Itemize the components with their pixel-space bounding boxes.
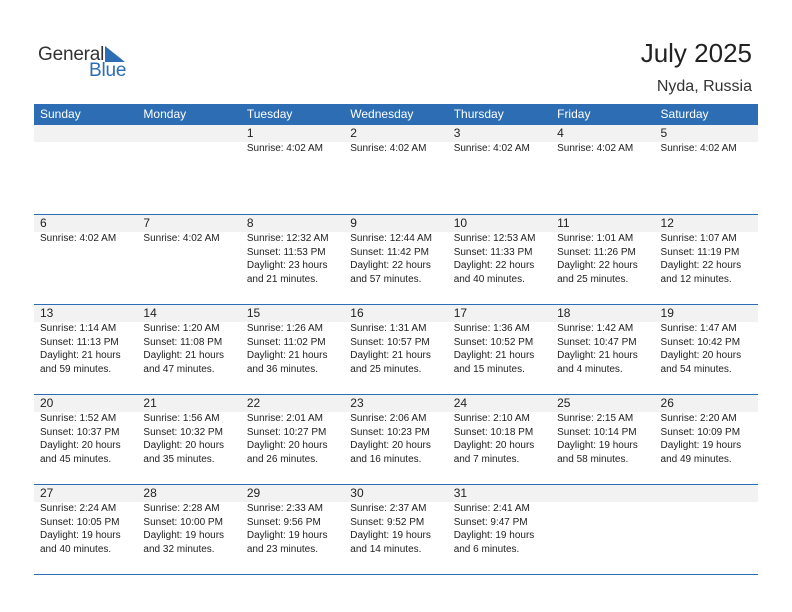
day-cell: [137, 485, 240, 573]
day-cell: [655, 485, 758, 573]
day-number: 7: [143, 216, 151, 230]
day-info-line: Daylight: 19 hours: [350, 530, 431, 541]
day-info-line: Sunrise: 2:24 AM: [40, 503, 117, 514]
day-info-line: Sunrise: 1:52 AM: [40, 413, 117, 424]
day-cell: [344, 305, 447, 393]
day-info-line: Sunrise: 12:53 AM: [453, 233, 536, 244]
day-info-line: Sunrise: 4:02 AM: [453, 143, 530, 154]
week-row: [34, 395, 758, 485]
day-info-line: Sunrise: 2:15 AM: [557, 413, 634, 424]
day-cell: [34, 215, 137, 303]
day-number: 24: [453, 396, 468, 410]
day-number: 19: [660, 306, 674, 320]
day-number: 28: [143, 486, 157, 500]
day-info-line: Sunrise: 4:02 AM: [246, 143, 323, 154]
day-cell: [34, 125, 137, 213]
day-info-line: and 25 minutes.: [350, 363, 422, 375]
day-cell: [448, 395, 551, 483]
day-info-line: Sunset: 11:19 PM: [660, 246, 740, 258]
day-cell: [551, 215, 654, 303]
day-number: 26: [660, 396, 674, 410]
day-cell: [655, 215, 758, 303]
day-number: 25: [557, 396, 571, 410]
day-cell: [34, 305, 137, 393]
day-info-line: Sunset: 10:18 PM: [453, 426, 534, 438]
day-number: 1: [246, 126, 254, 140]
day-cell: [551, 305, 654, 393]
day-cell: [137, 215, 240, 303]
day-info-line: Sunset: 10:32 PM: [143, 426, 223, 438]
day-cell: [551, 485, 654, 573]
day-cell: [241, 215, 344, 303]
day-info-line: and 47 minutes.: [143, 363, 215, 375]
day-number: 9: [350, 216, 357, 230]
day-info-line: and 40 minutes.: [453, 273, 525, 285]
day-info-line: Daylight: 22 hours: [350, 260, 431, 271]
day-info-line: Sunrise: 2:10 AM: [453, 413, 530, 424]
day-number: 17: [453, 306, 468, 320]
day-info-line: Sunrise: 1:20 AM: [143, 323, 220, 334]
day-info-line: Daylight: 19 hours: [246, 530, 328, 541]
day-info-line: Sunrise: 2:28 AM: [143, 503, 220, 514]
day-info-line: Daylight: 19 hours: [40, 530, 121, 541]
day-cell: [655, 305, 758, 393]
day-info-line: and 36 minutes.: [246, 363, 319, 375]
day-info-line: Sunset: 10:23 PM: [350, 426, 430, 438]
day-number: [40, 125, 137, 142]
weekday-header: [34, 104, 758, 125]
day-info-line: Daylight: 20 hours: [246, 440, 328, 451]
day-number: 15: [246, 306, 261, 320]
day-info-line: and 35 minutes.: [143, 453, 215, 465]
day-info-line: and 12 minutes.: [660, 273, 732, 285]
day-info-line: and 16 minutes.: [350, 453, 422, 465]
week-cells: [34, 485, 758, 573]
day-cell: [137, 305, 240, 393]
day-info-line: Sunrise: 1:42 AM: [557, 323, 634, 334]
day-info-line: Sunrise: 1:07 AM: [660, 233, 737, 244]
day-cell: [241, 125, 344, 213]
weekday-thursday: Thursday: [453, 107, 504, 121]
day-info-line: Sunrise: 2:33 AM: [246, 503, 323, 514]
day-number: 4: [557, 126, 564, 140]
day-info-line: Sunset: 11:53 PM: [246, 246, 326, 258]
week-cells: [34, 215, 758, 303]
day-number: 23: [350, 396, 364, 410]
logo-general-text: General: [38, 44, 105, 65]
weekday-wednesday: Wednesday: [350, 107, 414, 121]
day-info-line: Sunset: 11:33 PM: [453, 246, 533, 258]
day-info-line: and 58 minutes.: [557, 453, 629, 465]
day-cell: [655, 125, 758, 213]
day-info-line: Daylight: 20 hours: [350, 440, 431, 451]
day-info-line: Sunset: 11:26 PM: [557, 246, 636, 258]
day-number: 22: [246, 396, 261, 410]
day-cell: [448, 215, 551, 303]
day-number: 10: [453, 216, 468, 230]
day-info-line: Daylight: 21 hours: [557, 350, 638, 361]
day-info-line: Sunrise: 1:01 AM: [557, 233, 634, 244]
day-info-line: Sunset: 10:57 PM: [350, 336, 430, 348]
day-info-line: Sunset: 10:09 PM: [660, 426, 741, 438]
calendar-grid: [34, 104, 758, 575]
day-cell: [655, 395, 758, 483]
day-number: 11: [557, 216, 570, 230]
day-info-line: Daylight: 19 hours: [143, 530, 225, 541]
day-info-line: Sunset: 11:02 PM: [246, 336, 326, 348]
day-cell: [241, 485, 344, 573]
day-info-line: Sunset: 9:52 PM: [350, 516, 425, 528]
day-info-line: Daylight: 19 hours: [453, 530, 535, 541]
day-number: 8: [246, 216, 254, 230]
weekday-tuesday: Tuesday: [246, 107, 293, 121]
day-info-line: and 14 minutes.: [350, 543, 422, 555]
day-info-line: Sunrise: 1:31 AM: [350, 323, 427, 334]
weekday-sunday: Sunday: [40, 107, 81, 121]
day-info-line: Sunset: 11:08 PM: [143, 336, 223, 348]
day-info-line: and 21 minutes.: [246, 273, 319, 285]
day-number: 2: [350, 126, 357, 140]
day-number: 20: [40, 396, 54, 410]
day-info-line: and 6 minutes.: [453, 543, 520, 555]
day-info-line: Sunset: 9:56 PM: [246, 516, 321, 528]
weeks-container: [34, 125, 758, 575]
day-cell: [448, 125, 551, 213]
day-number: 21: [143, 396, 157, 410]
day-cell: [34, 485, 137, 573]
day-info-line: and 49 minutes.: [660, 453, 732, 465]
day-cell: [137, 125, 240, 213]
day-cell: [344, 485, 447, 573]
logo-blue-text: Blue: [89, 60, 127, 81]
day-info-line: Sunset: 10:47 PM: [557, 336, 637, 348]
day-info-line: Sunrise: 4:02 AM: [143, 233, 220, 244]
day-info-line: Daylight: 21 hours: [453, 350, 535, 361]
day-info-line: Sunrise: 1:26 AM: [246, 323, 323, 334]
day-number: 3: [453, 126, 461, 140]
day-info-line: Sunrise: 4:02 AM: [350, 143, 427, 154]
day-info-line: Sunrise: 4:02 AM: [557, 143, 634, 154]
day-info-line: Daylight: 21 hours: [246, 350, 328, 361]
day-info-line: Sunrise: 1:56 AM: [143, 413, 220, 424]
day-number: [557, 485, 654, 502]
day-number: 14: [143, 306, 157, 320]
day-info-line: Daylight: 22 hours: [557, 260, 638, 271]
day-cell: [344, 215, 447, 303]
day-info-line: and 25 minutes.: [557, 273, 629, 285]
location-label: Nyda, Russia: [656, 78, 752, 95]
day-number: 30: [350, 486, 364, 500]
day-info-line: Sunrise: 1:14 AM: [40, 323, 117, 334]
day-info-line: Sunset: 11:42 PM: [350, 246, 430, 258]
day-info-line: and 45 minutes.: [40, 453, 112, 465]
day-info-line: Sunrise: 2:06 AM: [350, 413, 427, 424]
day-info-line: Daylight: 20 hours: [660, 350, 742, 361]
day-cell: [344, 395, 447, 483]
day-cell: [448, 485, 551, 573]
day-info-line: Sunrise: 12:32 AM: [246, 233, 329, 244]
week-row: [34, 485, 758, 575]
day-info-line: and 32 minutes.: [143, 543, 215, 555]
day-info-line: Daylight: 23 hours: [246, 260, 328, 271]
day-info-line: and 7 minutes.: [453, 453, 520, 465]
day-info-line: Sunset: 11:13 PM: [40, 336, 119, 348]
day-cell: [137, 395, 240, 483]
day-info-line: and 15 minutes.: [453, 363, 525, 375]
day-info-line: and 59 minutes.: [40, 363, 112, 375]
day-cell: [344, 125, 447, 213]
weekday-monday: Monday: [143, 107, 187, 121]
day-info-line: Daylight: 20 hours: [453, 440, 535, 451]
day-info-line: Sunset: 10:00 PM: [143, 516, 223, 528]
day-number: 29: [246, 486, 261, 500]
page-title: July 2025: [640, 38, 752, 68]
day-info-line: and 26 minutes.: [246, 453, 319, 465]
day-info-line: and 23 minutes.: [246, 543, 319, 555]
day-info-line: Sunrise: 2:01 AM: [246, 413, 323, 424]
day-info-line: Daylight: 19 hours: [557, 440, 638, 451]
day-info-line: Sunrise: 1:36 AM: [453, 323, 530, 334]
day-number: 5: [660, 126, 668, 140]
day-info-line: Sunset: 9:47 PM: [453, 516, 528, 528]
day-info-line: Daylight: 19 hours: [660, 440, 742, 451]
day-info-line: Sunrise: 2:41 AM: [453, 503, 530, 514]
week-cells: [34, 305, 758, 393]
day-info-line: Daylight: 21 hours: [350, 350, 431, 361]
day-cell: [241, 305, 344, 393]
day-info-line: and 4 minutes.: [557, 363, 623, 375]
day-info-line: Daylight: 20 hours: [143, 440, 225, 451]
day-number: 12: [660, 216, 674, 230]
day-info-line: and 57 minutes.: [350, 273, 422, 285]
week-cells: [34, 125, 758, 213]
day-cell: [241, 395, 344, 483]
week-row: [34, 215, 758, 305]
day-info-line: Sunset: 10:42 PM: [660, 336, 741, 348]
day-number: 18: [557, 306, 571, 320]
day-info-line: Daylight: 22 hours: [660, 260, 742, 271]
day-cell: [551, 125, 654, 213]
week-cells: [34, 395, 758, 483]
day-number: 13: [40, 306, 54, 320]
day-number: 31: [453, 486, 468, 500]
day-cell: [551, 395, 654, 483]
day-cell: [448, 305, 551, 393]
day-info-line: Sunset: 10:37 PM: [40, 426, 120, 438]
day-number: 6: [40, 216, 47, 230]
day-info-line: Daylight: 21 hours: [143, 350, 225, 361]
day-info-line: Daylight: 21 hours: [40, 350, 121, 361]
day-number: 27: [40, 486, 54, 500]
weekday-friday: Friday: [557, 107, 591, 121]
logo: [38, 44, 138, 84]
day-info-line: Sunrise: 2:20 AM: [660, 413, 737, 424]
day-info-line: Sunrise: 4:02 AM: [660, 143, 737, 154]
day-info-line: Sunrise: 12:44 AM: [350, 233, 432, 244]
day-info-line: Daylight: 22 hours: [453, 260, 535, 271]
day-cell: [34, 395, 137, 483]
day-number: [661, 485, 758, 502]
day-info-line: Sunrise: 4:02 AM: [40, 233, 117, 244]
day-info-line: Sunset: 10:27 PM: [246, 426, 327, 438]
week-row: [34, 125, 758, 215]
day-info-line: Sunrise: 1:47 AM: [660, 323, 737, 334]
weekday-saturday: Saturday: [660, 107, 709, 121]
week-row: [34, 305, 758, 395]
day-info-line: Daylight: 20 hours: [40, 440, 121, 451]
day-info-line: Sunrise: 2:37 AM: [350, 503, 427, 514]
day-number: 16: [350, 306, 364, 320]
day-number: [143, 125, 240, 142]
day-info-line: Sunset: 10:05 PM: [40, 516, 120, 528]
day-info-line: Sunset: 10:52 PM: [453, 336, 534, 348]
day-info-line: and 54 minutes.: [660, 363, 732, 375]
day-info-line: and 40 minutes.: [40, 543, 112, 555]
day-info-line: Sunset: 10:14 PM: [557, 426, 637, 438]
